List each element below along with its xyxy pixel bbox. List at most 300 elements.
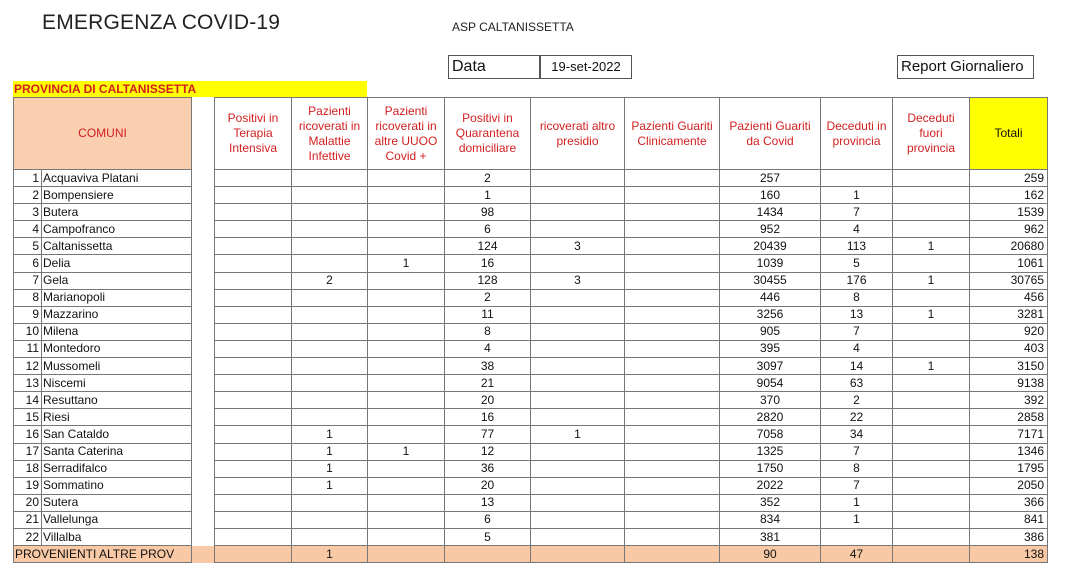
cell-uu [368,375,445,392]
cell-dp: 176 [821,272,893,289]
table-header-row [14,98,1048,170]
spacer-cell [192,426,215,443]
cell-dp: 2 [821,392,893,409]
cell-ti [215,426,292,443]
cell-df [893,443,970,460]
cell-gv: 30455 [720,272,821,289]
spacer-cell [192,221,215,238]
cell-gc [625,546,720,563]
cell-tot: 392 [970,392,1048,409]
table-row [14,340,1048,357]
cell-ap [531,494,625,511]
cell-dp [821,528,893,545]
col-totali: Totali [970,98,1048,170]
cell-ap: 3 [531,272,625,289]
row-number: 12 [14,358,42,375]
cell-ap [531,546,625,563]
page-title: EMERGENZA COVID-19 [42,11,281,34]
cell-dp: 14 [821,358,893,375]
province-banner: PROVINCIA DI CALTANISSETTA [13,81,367,97]
cell-ap [531,289,625,306]
row-number: 1 [14,170,42,187]
table-row-other-provinces [14,546,1048,563]
cell-df [893,511,970,528]
cell-q: 16 [445,255,531,272]
cell-ti [215,323,292,340]
cell-ti [215,187,292,204]
cell-uu [368,358,445,375]
comune-name: Caltanissetta [42,238,192,255]
cell-ti [215,528,292,545]
cell-uu [368,528,445,545]
cell-gc [625,511,720,528]
cell-mi [292,494,368,511]
cell-q: 8 [445,323,531,340]
data-label: Data [448,55,540,79]
cell-gv: 370 [720,392,821,409]
cell-uu [368,306,445,323]
cell-ti [215,477,292,494]
row-number: 15 [14,409,42,426]
comune-name: Villalba [42,528,192,545]
cell-gc [625,238,720,255]
cell-dp: 113 [821,238,893,255]
cell-df: 1 [893,238,970,255]
cell-gv: 2820 [720,409,821,426]
cell-uu [368,323,445,340]
spacer-cell [192,187,215,204]
spacer-cell [192,375,215,392]
cell-gc [625,477,720,494]
cell-tot: 9138 [970,375,1048,392]
cell-ap [531,340,625,357]
cell-ap [531,255,625,272]
cell-gc [625,187,720,204]
cell-mi [292,255,368,272]
cell-uu [368,289,445,306]
comune-name: Resuttano [42,392,192,409]
table-row [14,443,1048,460]
cell-ti [215,170,292,187]
cell-tot: 456 [970,289,1048,306]
table-row [14,170,1048,187]
cell-df: 1 [893,272,970,289]
cell-uu [368,460,445,477]
cell-ti [215,443,292,460]
cell-df [893,460,970,477]
table-row [14,204,1048,221]
table-row [14,187,1048,204]
cell-ti [215,460,292,477]
cell-df: 1 [893,358,970,375]
cell-q: 2 [445,170,531,187]
cell-df [893,340,970,357]
cell-gv: 446 [720,289,821,306]
spacer-cell [192,494,215,511]
cell-mi [292,238,368,255]
spacer-cell [192,340,215,357]
cell-tot: 259 [970,170,1048,187]
cell-ap [531,392,625,409]
table-row [14,426,1048,443]
cell-uu [368,238,445,255]
cell-gv: 1750 [720,460,821,477]
cell-ti [215,511,292,528]
col-guariti-covid: Pazienti Guariti da Covid [720,98,821,170]
row-number: 20 [14,494,42,511]
cell-q [445,546,531,563]
comune-name: Riesi [42,409,192,426]
table-row [14,255,1048,272]
cell-tot: 1795 [970,460,1048,477]
cell-uu [368,170,445,187]
cell-uu [368,221,445,238]
cell-uu [368,477,445,494]
cell-df [893,409,970,426]
cell-tot: 403 [970,340,1048,357]
table-row [14,511,1048,528]
spacer-cell [192,289,215,306]
comune-name: Milena [42,323,192,340]
cell-gv: 395 [720,340,821,357]
cell-ti [215,340,292,357]
cell-tot: 920 [970,323,1048,340]
row-number: 16 [14,426,42,443]
cell-gv: 7058 [720,426,821,443]
cell-gc [625,306,720,323]
spacer-cell [192,477,215,494]
cell-gc [625,528,720,545]
cell-q: 20 [445,392,531,409]
cell-ti [215,358,292,375]
cell-q: 6 [445,511,531,528]
table-row [14,477,1048,494]
spacer-cell [192,238,215,255]
cell-gv: 1325 [720,443,821,460]
cell-ap [531,323,625,340]
row-number: 6 [14,255,42,272]
col-guariti-clin: Pazienti Guariti Clinicamente [625,98,720,170]
comune-name: Niscemi [42,375,192,392]
row-number: 17 [14,443,42,460]
comune-name: San Cataldo [42,426,192,443]
cell-q: 77 [445,426,531,443]
cell-mi: 2 [292,272,368,289]
col-deceduti-fuori: Deceduti fuori provincia [893,98,970,170]
spacer-cell [192,306,215,323]
row-number: 21 [14,511,42,528]
cell-ti [215,375,292,392]
cell-gv: 381 [720,528,821,545]
row-number: 18 [14,460,42,477]
cell-tot: 366 [970,494,1048,511]
cell-dp: 8 [821,289,893,306]
cell-mi: 1 [292,426,368,443]
spacer-cell [192,443,215,460]
cell-mi [292,340,368,357]
row-number: 10 [14,323,42,340]
cell-ap [531,443,625,460]
cell-ap: 3 [531,238,625,255]
cell-tot: 3281 [970,306,1048,323]
cell-ti [215,546,292,563]
cell-df [893,221,970,238]
cell-df [893,255,970,272]
cell-q: 6 [445,221,531,238]
cell-q: 11 [445,306,531,323]
cell-q: 21 [445,375,531,392]
spacer-cell [192,511,215,528]
cell-df: 1 [893,306,970,323]
cell-df [893,375,970,392]
table-row [14,306,1048,323]
row-number: 22 [14,528,42,545]
cell-tot: 1061 [970,255,1048,272]
cell-gv: 952 [720,221,821,238]
row-number: 9 [14,306,42,323]
cell-mi [292,187,368,204]
comune-name: Marianopoli [42,289,192,306]
row-number: 7 [14,272,42,289]
comune-name: Santa Caterina [42,443,192,460]
cell-mi [292,358,368,375]
cell-q: 36 [445,460,531,477]
cell-df [893,289,970,306]
spacer-cell [192,204,215,221]
cell-uu [368,392,445,409]
cell-q: 16 [445,409,531,426]
comune-name: Campofranco [42,221,192,238]
cell-gc [625,272,720,289]
comune-name: Mazzarino [42,306,192,323]
col-deceduti-prov: Deceduti in provincia [821,98,893,170]
table-row [14,358,1048,375]
spacer-cell [192,392,215,409]
cell-ti [215,409,292,426]
cell-tot: 138 [970,546,1048,563]
cell-gv: 1434 [720,204,821,221]
cell-ti [215,289,292,306]
cell-df [893,204,970,221]
row-number: 19 [14,477,42,494]
report-type: Report Giornaliero [897,55,1034,79]
cell-tot: 841 [970,511,1048,528]
cell-ap [531,460,625,477]
spacer [192,98,215,170]
cell-uu [368,340,445,357]
cell-mi [292,323,368,340]
cell-gv: 257 [720,170,821,187]
cell-tot: 30765 [970,272,1048,289]
cell-ap [531,187,625,204]
table-row [14,272,1048,289]
table-row [14,460,1048,477]
cell-mi: 1 [292,546,368,563]
cell-mi [292,409,368,426]
cell-q: 124 [445,238,531,255]
cell-tot: 162 [970,187,1048,204]
cell-ap [531,409,625,426]
cell-gc [625,494,720,511]
cell-df [893,546,970,563]
cell-gv: 2022 [720,477,821,494]
cell-gc [625,426,720,443]
cell-gv: 352 [720,494,821,511]
cell-dp: 1 [821,511,893,528]
cell-df [893,528,970,545]
cell-dp: 7 [821,443,893,460]
cell-dp: 8 [821,460,893,477]
cell-dp: 4 [821,340,893,357]
cell-ti [215,494,292,511]
cell-uu [368,511,445,528]
comune-name: Vallelunga [42,511,192,528]
cell-gv: 3256 [720,306,821,323]
table-row [14,392,1048,409]
cell-tot: 2050 [970,477,1048,494]
cell-ap: 1 [531,426,625,443]
cell-gv: 160 [720,187,821,204]
comune-name: Gela [42,272,192,289]
cell-dp: 47 [821,546,893,563]
comune-name: Butera [42,204,192,221]
comune-name: Acquaviva Platani [42,170,192,187]
table-row [14,528,1048,545]
cell-q: 5 [445,528,531,545]
other-provinces-label: PROVENIENTI ALTRE PROV [14,546,192,563]
cell-ti [215,306,292,323]
row-number: 14 [14,392,42,409]
cell-uu [368,426,445,443]
cell-gc [625,255,720,272]
comune-name: Sutera [42,494,192,511]
cell-dp: 5 [821,255,893,272]
table-row [14,221,1048,238]
row-number: 4 [14,221,42,238]
cell-mi [292,392,368,409]
spacer-cell [192,528,215,545]
cell-ti [215,255,292,272]
cell-ap [531,170,625,187]
cell-ap [531,477,625,494]
cell-ti [215,238,292,255]
cell-q: 38 [445,358,531,375]
table-row [14,494,1048,511]
cell-gv: 90 [720,546,821,563]
cell-tot: 1346 [970,443,1048,460]
cell-ap [531,221,625,238]
cell-gc [625,358,720,375]
cell-gc [625,460,720,477]
cell-df [893,477,970,494]
cell-df [893,392,970,409]
cell-dp: 22 [821,409,893,426]
spacer-cell [192,272,215,289]
cell-gc [625,289,720,306]
cell-uu [368,204,445,221]
cell-dp: 34 [821,426,893,443]
cell-dp: 7 [821,204,893,221]
cell-gc [625,409,720,426]
cell-gv: 834 [720,511,821,528]
cell-gc [625,221,720,238]
comune-name: Serradifalco [42,460,192,477]
cell-uu: 1 [368,255,445,272]
cell-df [893,426,970,443]
cell-ti [215,204,292,221]
cell-gc [625,204,720,221]
cell-tot: 386 [970,528,1048,545]
col-quarantena: Positivi in Quarantena domiciliare [445,98,531,170]
cell-mi [292,204,368,221]
spacer-cell [192,170,215,187]
table-row [14,409,1048,426]
cell-dp: 63 [821,375,893,392]
cell-mi: 1 [292,460,368,477]
asp-label: ASP CALTANISSETTA [452,20,574,34]
table-row [14,238,1048,255]
table-row [14,375,1048,392]
cell-q: 13 [445,494,531,511]
table-row [14,323,1048,340]
spacer-cell [192,409,215,426]
cell-gc [625,443,720,460]
cell-tot: 20680 [970,238,1048,255]
cell-dp: 7 [821,477,893,494]
cell-q: 2 [445,289,531,306]
cell-ap [531,306,625,323]
spacer-cell [192,323,215,340]
cell-q: 98 [445,204,531,221]
cell-df [893,170,970,187]
cell-gv: 3097 [720,358,821,375]
cell-uu [368,409,445,426]
comune-name: Delia [42,255,192,272]
cell-uu [368,546,445,563]
cell-q: 1 [445,187,531,204]
cell-tot: 962 [970,221,1048,238]
cell-ti [215,272,292,289]
cell-mi [292,306,368,323]
cell-uu [368,187,445,204]
cell-ap [531,358,625,375]
cell-q: 128 [445,272,531,289]
comune-name: Montedoro [42,340,192,357]
spacer-cell [192,358,215,375]
cell-q: 12 [445,443,531,460]
cell-dp: 4 [821,221,893,238]
cell-q: 20 [445,477,531,494]
cell-uu [368,494,445,511]
spacer-cell [192,546,215,563]
cell-df [893,494,970,511]
cell-gc [625,375,720,392]
cell-df [893,187,970,204]
cell-tot: 2858 [970,409,1048,426]
cell-dp: 7 [821,323,893,340]
cell-uu: 1 [368,443,445,460]
cell-dp [821,170,893,187]
cell-ap [531,511,625,528]
cell-mi [292,375,368,392]
col-altro-presidio: ricoverati altro presidio [531,98,625,170]
cell-mi [292,528,368,545]
cell-gv: 1039 [720,255,821,272]
cell-gv: 20439 [720,238,821,255]
cell-gv: 905 [720,323,821,340]
row-number: 8 [14,289,42,306]
cell-gc [625,323,720,340]
